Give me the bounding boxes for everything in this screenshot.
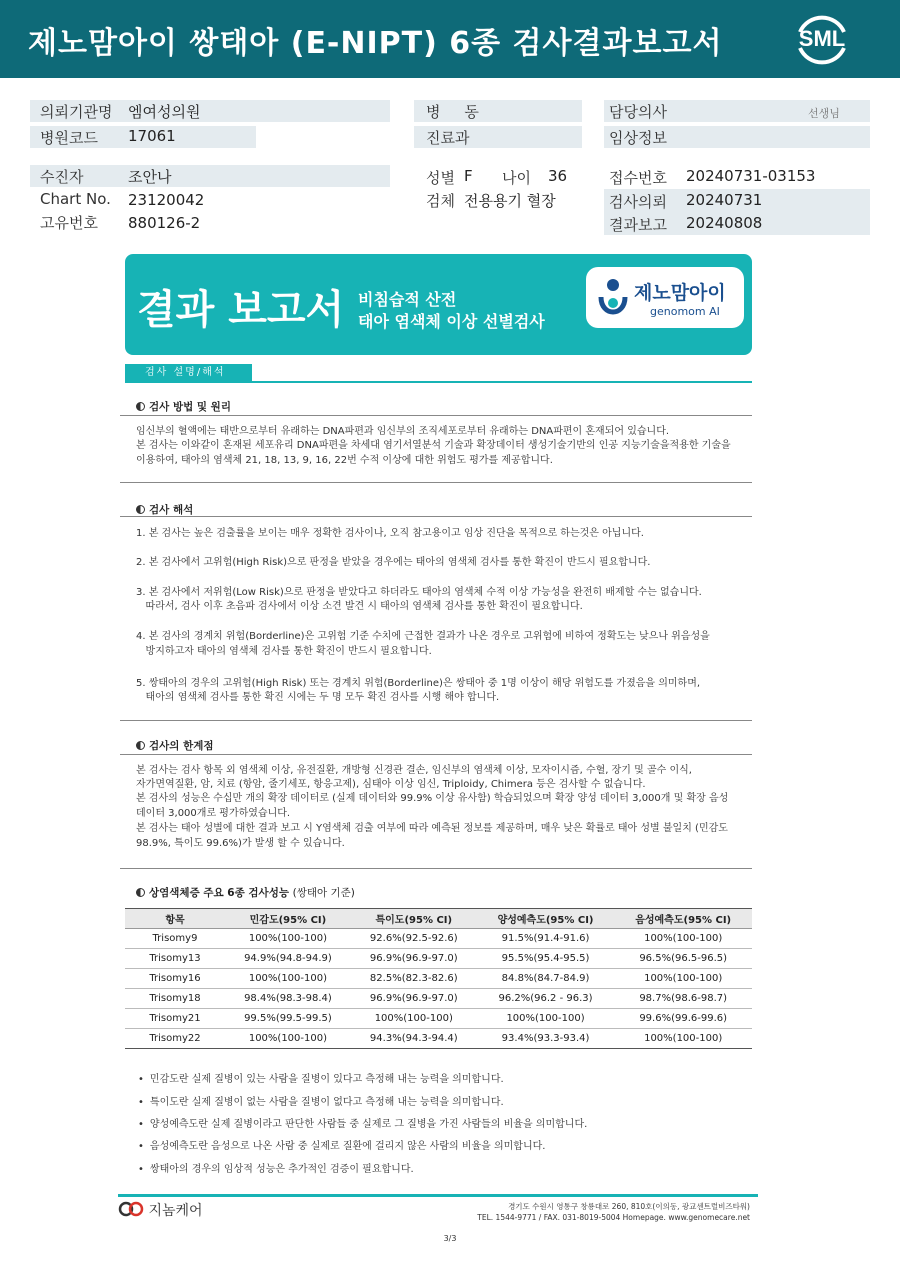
half-circle-icon xyxy=(136,402,145,411)
request-label: 검사의뢰 xyxy=(609,193,667,211)
note-item: • 쌍태아의 경우의 임상적 성능은 추가적인 검증이 필요합니다. xyxy=(138,1160,414,1175)
genomom-logo-kr: 제노맘아이 xyxy=(634,282,726,304)
table-header-row xyxy=(125,909,752,929)
method-line: 본 검사는 이와같이 혼재된 세포유리 DNA파편을 차세대 염기서열분석 기술과 확장데이터 생성기술기반의 인공 지능기술을적용한 기술을 xyxy=(136,440,731,451)
report-header xyxy=(0,0,900,78)
address-line: 경기도 수원시 영통구 창룡대로 260, 810호(이의동, 광교센트럴비즈타워) xyxy=(508,1202,750,1211)
hospital-value: 엠여성의원 xyxy=(128,103,201,121)
table-row xyxy=(125,929,752,949)
chart-value: 23120042 xyxy=(128,191,205,209)
specimen-label: 검체 xyxy=(426,192,455,210)
table-cell: Trisomy13 xyxy=(125,949,225,969)
table-cell: 98.7%(98.6-98.7) xyxy=(614,989,752,1009)
table-cell: 100%(100-100) xyxy=(225,969,351,989)
table-cell: 91.5%(91.4-91.6) xyxy=(477,929,615,949)
column-header: 항목 xyxy=(125,909,225,929)
limits-line: 98.9%, 특이도 99.6%)가 발생 할 수 있습니다. xyxy=(136,838,345,849)
table-cell: 100%(100-100) xyxy=(477,1009,615,1029)
id-label: 고유번호 xyxy=(40,214,98,232)
patient-value: 조안나 xyxy=(128,168,172,186)
limits-rule xyxy=(120,754,752,755)
method-line: 이용하여, 태아의 염색체 21, 18, 13, 9, 16, 22번 수적 이상에 대한 위험도 평가를 제공합니다. xyxy=(136,455,553,466)
table-cell: Trisomy18 xyxy=(125,989,225,1009)
half-circle-icon xyxy=(136,505,145,514)
table-cell: 95.5%(95.4-95.5) xyxy=(477,949,615,969)
company-address xyxy=(440,1201,750,1223)
hospital-code-label: 병원코드 xyxy=(40,129,98,147)
limits-line: 본 검사는 검사 항목 외 염색체 이상, 유전질환, 개방형 신경관 결손, 임신부의 염색체 이상, 모자이시즘, 수혈, 장기 및 골수 이식, xyxy=(136,765,692,776)
table-cell: 94.9%(94.8-94.9) xyxy=(225,949,351,969)
interpretation-heading-text: 검사 해석 xyxy=(149,504,194,516)
table-cell: 94.3%(94.3-94.4) xyxy=(351,1029,477,1049)
interpretation-item-cont: 따라서, 검사 이후 초음파 검사에서 이상 소견 발견 시 태아의 염색체 검사를 통한 확진이 필요합니다. xyxy=(136,601,583,612)
table-cell: 99.5%(99.5-99.5) xyxy=(225,1009,351,1029)
banner-subtitle-1: 비침습적 산전 xyxy=(358,290,457,309)
report-label: 결과보고 xyxy=(609,216,667,234)
age-label: 나이 xyxy=(502,169,531,187)
report-value: 20240808 xyxy=(686,214,763,232)
contact-line: TEL. 1544-9771 / FAX. 031-8019-5004 Homepage. www.genomecare.net xyxy=(477,1213,750,1222)
table-cell: Trisomy9 xyxy=(125,929,225,949)
specimen-value: 전용용기 혈장 xyxy=(464,192,556,210)
ward-label: 병 동 xyxy=(426,103,479,121)
table-cell: Trisomy16 xyxy=(125,969,225,989)
performance-heading-suffix: (쌍태아 기준) xyxy=(292,887,355,899)
table-cell: 99.6%(99.6-99.6) xyxy=(614,1009,752,1029)
performance-table xyxy=(125,908,752,1049)
half-circle-icon xyxy=(136,888,145,897)
interpretation-item: 2. 본 검사에서 고위험(High Risk)으로 판정을 받았을 경우에는 태아의 염색체 검사를 통한 확진이 반드시 필요합니다. xyxy=(136,557,651,568)
banner-subtitle-2: 태아 염색체 이상 선별검사 xyxy=(358,312,545,331)
patient-box xyxy=(30,165,390,187)
method-rule xyxy=(120,415,752,416)
interpretation-item-cont: 태아의 염색체 검사를 통한 확진 시에는 두 명 모두 확진 검사를 시행 해야 합니다. xyxy=(136,692,500,703)
limits-heading xyxy=(136,738,214,753)
result-banner xyxy=(125,254,752,355)
interpretation-item: 3. 본 검사에서 저위험(Low Risk)으로 판정을 받았다고 하더라도 태아의 염색체 수적 이상 가능성을 완전히 배제할 수는 없습니다. xyxy=(136,587,702,598)
table-cell: 100%(100-100) xyxy=(225,929,351,949)
column-header: 양성예측도(95% CI) xyxy=(477,909,615,929)
note-item: • 특이도란 실제 질병이 없는 사람을 질병이 없다고 측정해 내는 능력을 의미합니다. xyxy=(138,1093,504,1108)
table-cell: 82.5%(82.3-82.6) xyxy=(351,969,477,989)
note-item: • 음성예측도란 음성으로 나온 사람 중 실제로 질환에 걸리지 않은 사람의 비율을 의미합니다. xyxy=(138,1137,545,1152)
interpretation-item: 1. 본 검사는 높은 검출률을 보이는 매우 정확한 검사이나, 오직 참고용이고 임상 진단을 목적으로 하는것은 아닙니다. xyxy=(136,528,644,539)
interpretation-rule xyxy=(120,516,752,517)
interpretation-item: 4. 본 검사의 경계치 위험(Borderline)은 고위험 기준 수치에 근접한 결과가 나온 경우로 고위험에 비하여 정확도는 낮으나 위음성을 xyxy=(136,631,710,642)
method-line: 임신부의 혈액에는 태반으로부터 유래하는 DNA파편과 임신부의 조직세포로부터 유래하는 DNA파편이 혼재되어 있습니다. xyxy=(136,426,670,437)
genomecare-logo-icon xyxy=(118,1200,144,1218)
table-cell: Trisomy21 xyxy=(125,1009,225,1029)
table-cell: 96.5%(96.5-96.5) xyxy=(614,949,752,969)
column-header: 민감도(95% CI) xyxy=(225,909,351,929)
request-value: 20240731 xyxy=(686,191,763,209)
method-heading xyxy=(136,399,231,414)
table-cell: 100%(100-100) xyxy=(614,969,752,989)
doctor-label: 담당의사 xyxy=(609,103,667,121)
table-cell: 96.9%(96.9-97.0) xyxy=(351,949,477,969)
divider xyxy=(120,482,752,483)
table-row xyxy=(125,949,752,969)
limits-line: 본 검사는 태아 성별에 대한 결과 보고 시 Y염색체 검출 여부에 따라 예측된 정보를 제공하며, 매우 낮은 확률로 태아 성별 불일치 (민감도 xyxy=(136,823,728,834)
table-cell: Trisomy22 xyxy=(125,1029,225,1049)
section-line xyxy=(125,381,752,383)
note-item: • 민감도란 실제 질병이 있는 사람을 질병이 있다고 측정해 내는 능력을 의미합니다. xyxy=(138,1070,504,1085)
genomom-logo xyxy=(586,267,744,328)
section-tab: 검사 설명/해석 xyxy=(125,364,252,382)
hospital-code-value: 17061 xyxy=(128,127,176,145)
sex-value: F xyxy=(464,167,473,185)
report-title: 제노맘아이 쌍태아 (E-NIPT) 6종 검사결과보고서 xyxy=(28,26,723,61)
receipt-label: 접수번호 xyxy=(609,169,667,187)
divider xyxy=(120,868,752,869)
table-cell: 100%(100-100) xyxy=(225,1029,351,1049)
half-circle-icon xyxy=(136,741,145,750)
hospital-label: 의뢰기관명 xyxy=(40,103,113,121)
table-row xyxy=(125,1029,752,1049)
interpretation-item-cont: 방지하고자 태아의 염색체 검사를 통한 확진이 반드시 필요합니다. xyxy=(136,646,432,657)
method-heading-text: 검사 방법 및 원리 xyxy=(149,401,231,413)
sml-logo-text: SML xyxy=(798,26,846,51)
performance-heading-text: 상염색체증 주요 6종 검사성능 xyxy=(149,887,289,899)
age-value: 36 xyxy=(548,167,568,185)
table-cell: 100%(100-100) xyxy=(614,1029,752,1049)
column-header: 음성예측도(95% CI) xyxy=(614,909,752,929)
table-cell: 98.4%(98.3-98.4) xyxy=(225,989,351,1009)
limits-heading-text: 검사의 한계점 xyxy=(149,740,214,752)
table-cell: 100%(100-100) xyxy=(351,1009,477,1029)
table-row xyxy=(125,969,752,989)
table-cell: 96.9%(96.9-97.0) xyxy=(351,989,477,1009)
receipt-value: 20240731-03153 xyxy=(686,167,816,185)
banner-title: 결과 보고서 xyxy=(137,287,345,333)
divider xyxy=(120,720,752,721)
footer-line xyxy=(118,1194,758,1197)
sex-label: 성별 xyxy=(426,169,455,187)
table-cell: 84.8%(84.7-84.9) xyxy=(477,969,615,989)
table-cell: 96.2%(96.2 - 96.3) xyxy=(477,989,615,1009)
performance-heading xyxy=(136,885,355,900)
table-cell: 100%(100-100) xyxy=(614,929,752,949)
column-header: 특이도(95% CI) xyxy=(351,909,477,929)
doctor-suffix: 선생님 xyxy=(808,107,840,120)
limits-line: 자가면역질환, 암, 치료 (항암, 줄기세포, 항응고제), 심태아 이상 임신, Triploidy, Chimera 등은 검사할 수 없습니다. xyxy=(136,779,646,790)
id-value: 880126-2 xyxy=(128,214,201,232)
limits-line: 데이터 3,000개로 평가하였습니다. xyxy=(136,808,291,819)
genomom-logo-icon xyxy=(596,277,630,319)
sml-logo xyxy=(792,12,852,66)
interpretation-heading xyxy=(136,502,193,517)
genomom-logo-en: genomom AI xyxy=(650,305,720,318)
table-row xyxy=(125,1009,752,1029)
limits-line: 본 검사의 성능은 수십만 개의 확장 데이터로 (실제 데이터와 99.9% 이상 유사함) 학습되었으며 확장 양성 데이터 3,000개 및 확장 음성 xyxy=(136,793,729,804)
clinical-label: 임상정보 xyxy=(609,129,667,147)
table-row xyxy=(125,989,752,1009)
company-name: 지놈케어 xyxy=(148,1203,203,1219)
table-cell: 93.4%(93.3-93.4) xyxy=(477,1029,615,1049)
note-item: • 양성예측도란 실제 질병이라고 판단한 사람들 중 실제로 그 질병을 가진 사람들의 비율을 의미합니다. xyxy=(138,1115,587,1130)
dept-label: 진료과 xyxy=(426,129,470,147)
chart-label: Chart No. xyxy=(40,190,111,208)
patient-label: 수진자 xyxy=(40,168,84,186)
interpretation-item: 5. 쌍태아의 경우의 고위험(High Risk) 또는 경계치 위험(Borderline)은 쌍태아 중 1명 이상이 해당 위험도를 가졌음을 의미하며, xyxy=(136,678,701,689)
company-logo xyxy=(118,1200,203,1220)
table-cell: 92.6%(92.5-92.6) xyxy=(351,929,477,949)
page-number: 3/3 xyxy=(443,1234,457,1243)
